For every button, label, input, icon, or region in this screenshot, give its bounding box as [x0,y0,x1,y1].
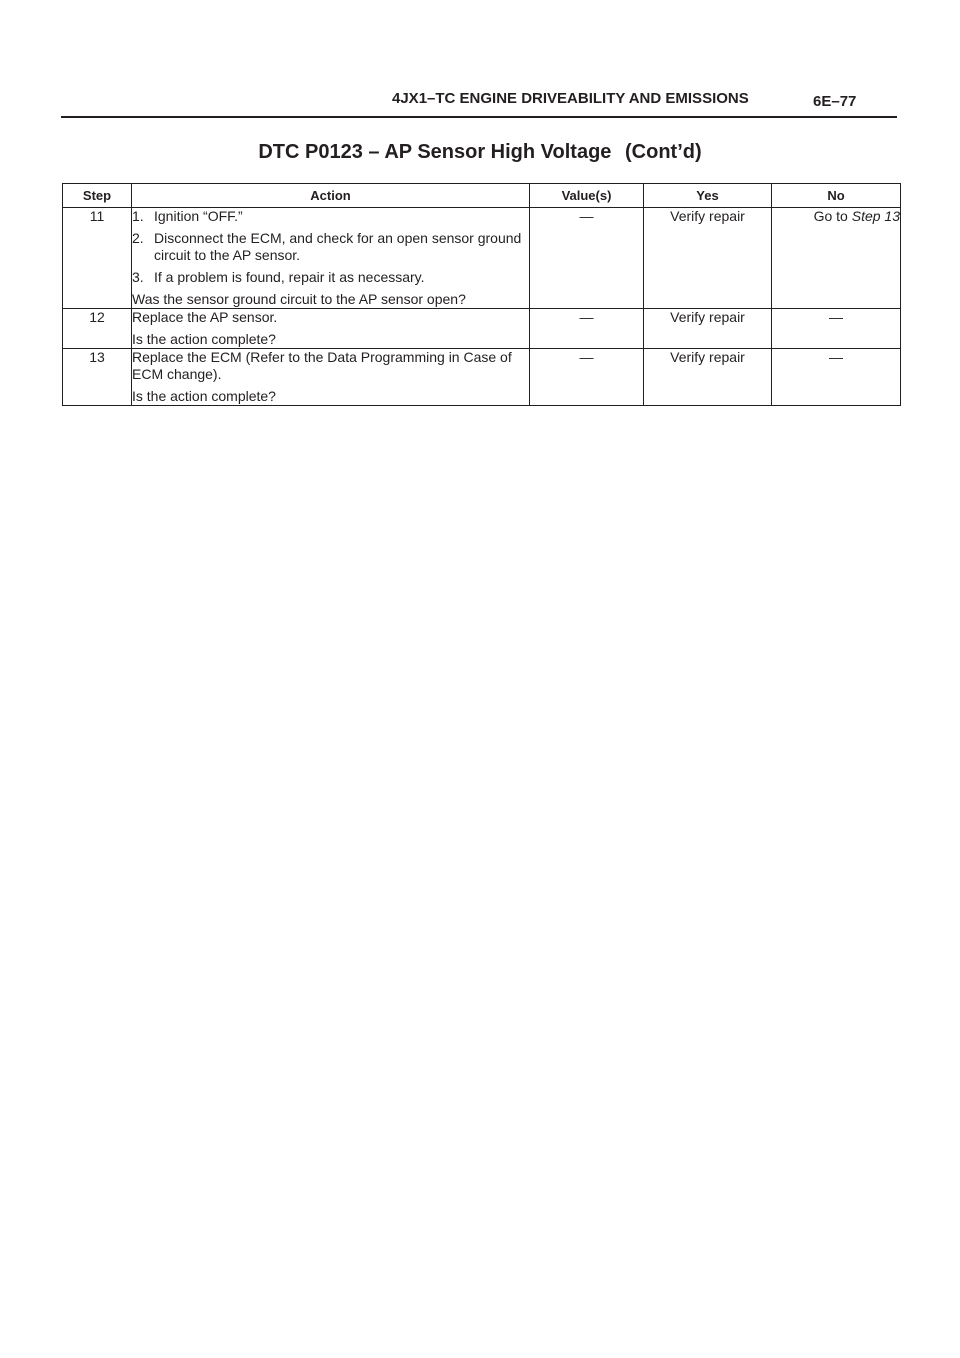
title-main: DTC P0123 – AP Sensor High Voltage [258,141,612,163]
item-number: 2. [132,230,144,246]
action-text: Replace the ECM (Refer to the Data Programming in Case of ECM change). [132,349,512,382]
header-divider [61,116,897,118]
action-item [132,269,529,286]
column-header-values: Value(s) [530,184,644,208]
page-number: 6E–77 [813,93,857,110]
table-header-row [63,184,901,208]
column-header-no: No [772,184,901,208]
step-reference-link[interactable]: Step 13 [851,208,900,224]
column-header-action: Action [132,184,530,208]
item-number: 3. [132,269,144,285]
yes-cell: Verify repair [644,208,772,309]
page-title [0,141,960,164]
value-cell: — [530,349,644,406]
column-header-yes: Yes [644,184,772,208]
item-text: Disconnect the ECM, and check for an open sensor ground circuit to the AP sensor. [154,230,522,263]
value-cell: — [530,309,644,349]
action-cell [132,349,530,406]
action-cell [132,309,530,349]
no-cell: — [772,349,901,406]
action-question: Is the action complete? [132,388,276,404]
no-cell: — [772,309,901,349]
action-question: Is the action complete? [132,331,276,347]
step-number: 11 [63,208,132,309]
step-number: 13 [63,349,132,406]
item-text: If a problem is found, repair it as necessary. [154,269,425,285]
item-text: Ignition “OFF.” [154,208,243,224]
action-item [132,208,529,225]
no-cell [772,208,901,309]
no-prefix: Go to [813,208,848,224]
table-row [63,309,901,349]
column-header-step: Step [63,184,132,208]
value-cell: — [530,208,644,309]
table-row [63,349,901,406]
step-number: 12 [63,309,132,349]
yes-cell: Verify repair [644,309,772,349]
diagnostic-table [62,183,901,406]
item-number: 1. [132,208,144,224]
table-row [63,208,901,309]
section-title: 4JX1–TC ENGINE DRIVEABILITY AND EMISSIONS [392,90,749,107]
action-text: Replace the AP sensor. [132,309,278,325]
title-suffix: (Cont’d) [625,141,702,163]
yes-cell: Verify repair [644,349,772,406]
action-item [132,230,529,264]
action-cell [132,208,530,309]
action-question: Was the sensor ground circuit to the AP sensor open? [132,291,466,307]
